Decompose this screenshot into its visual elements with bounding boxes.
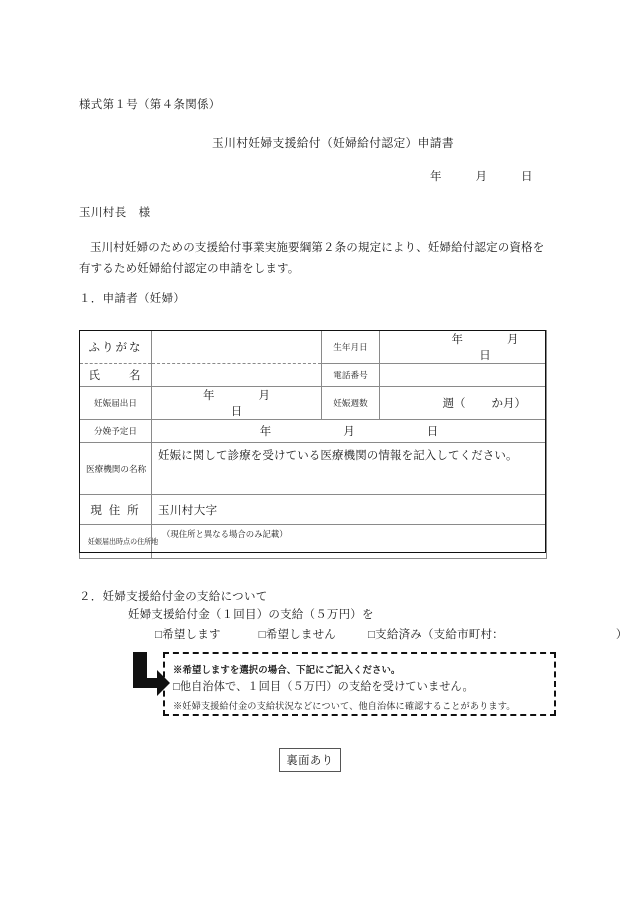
notify-day: 日 [230,406,243,418]
furigana-label: ふりがな [80,331,152,364]
form-number: 様式第１号（第４条関係） [79,99,221,111]
choice-hope-no-label: 希望しません [265,629,337,641]
birthdate-day: 日 [479,350,491,362]
address-input[interactable] [152,495,547,525]
notify-date-ymd [158,387,315,419]
notify-address-label: 妊娠届出時点の住所地 [81,525,149,559]
phone-input[interactable] [380,364,547,387]
notice-line-1: ※希望しますを選択の場合、下記にご記入ください。 [173,666,401,676]
notice-line-3: ※妊婦支援給付金の支給状況などについて、他自治体に確認することがあります。 [173,701,516,711]
hospital-input[interactable] [152,443,547,495]
hospital-label: 医療機関の名称 [80,443,152,495]
notify-year: 年 [203,390,215,402]
weeks-label: 妊娠週数 [322,387,380,420]
phone-label: 電話番号 [322,364,380,387]
due-date-label: 分娩予定日 [80,420,152,443]
checkbox-icon[interactable]: □ [368,629,376,641]
weeks-months: か月） [491,398,526,410]
choice-hope-yes[interactable] [155,626,221,642]
notify-date-input[interactable] [152,387,322,420]
due-date-ymd [158,423,540,439]
header-date-line [430,168,533,184]
notify-month: 月 [258,390,270,402]
notice-line-2 [173,678,474,694]
addressee-honorific: 様 [138,207,151,219]
choice-already-paid[interactable] [368,626,504,642]
section-2-subheading: 妊婦支援給付金（１回目）の支給（５万円）を [128,609,374,621]
address-value: 玉川村大字 [158,504,218,517]
addressee [79,204,151,220]
birthdate-ymd [386,331,540,363]
address-label: 現 住 所 [80,495,152,525]
birthdate-input[interactable] [380,331,547,364]
furigana-input[interactable] [152,331,322,364]
notify-address-note: （現住所と異なる場合のみ記載） [162,530,288,539]
weeks-input[interactable] [380,387,547,420]
addressee-name: 玉川村長 [79,207,127,219]
due-month: 月 [343,426,355,438]
notice-checkbox-label: 他自治体で、１回目（５万円）の支給を受けていません。 [179,681,474,693]
birthdate-label: 生年月日 [322,331,380,364]
paid-municipality-close-paren: ） [615,629,628,641]
body-paragraph: 玉川村妊婦のための支援給付事業実施要綱第２条の規定により、妊婦給付認定の資格を有するため妊婦給付認定の申請をします。 [79,242,545,276]
table-row [80,525,547,559]
name-input[interactable] [152,364,322,387]
table-row [80,495,547,525]
backside-note: 裏面あり [279,748,341,772]
checkbox-icon[interactable]: □ [258,629,266,641]
table-row [80,420,547,443]
due-year: 年 [259,426,272,438]
birthdate-year: 年 [451,334,463,346]
choice-hope-yes-label: 希望します [162,629,221,641]
table-row [80,331,547,364]
header-date-day: 日 [521,171,533,183]
page-title: 玉川村妊婦支援給付（妊婦給付認定）申請書 [212,136,454,150]
checkbox-icon[interactable]: □ [155,629,163,641]
notify-date-label: 妊娠届出日 [80,387,152,420]
hospital-note: 妊娠に関して診療を受けている医療機関の情報を記入してください。 [158,450,518,462]
section-2-heading: ２．妊婦支援給付金の支給について [79,591,268,603]
choice-already-paid-label: 支給済み（支給市町村： [375,629,504,641]
due-day: 日 [426,426,439,438]
birthdate-month: 月 [507,334,519,346]
header-date-year: 年 [430,171,442,183]
due-date-input[interactable] [152,420,547,443]
name-label: 氏 名 [80,364,152,387]
header-date-month: 月 [475,171,487,183]
table-row [80,443,547,495]
choice-hope-no[interactable] [259,626,336,642]
checkbox-icon[interactable]: □ [173,681,180,693]
weeks-units [386,395,540,411]
applicant-table [79,330,547,559]
payment-choice-row [155,626,628,642]
weeks-unit: 週（ [442,398,466,410]
table-row [80,387,547,420]
table-row [80,364,547,387]
notify-address-input[interactable] [152,525,547,559]
section-1-heading: １．申請者（妊婦） [79,293,186,305]
